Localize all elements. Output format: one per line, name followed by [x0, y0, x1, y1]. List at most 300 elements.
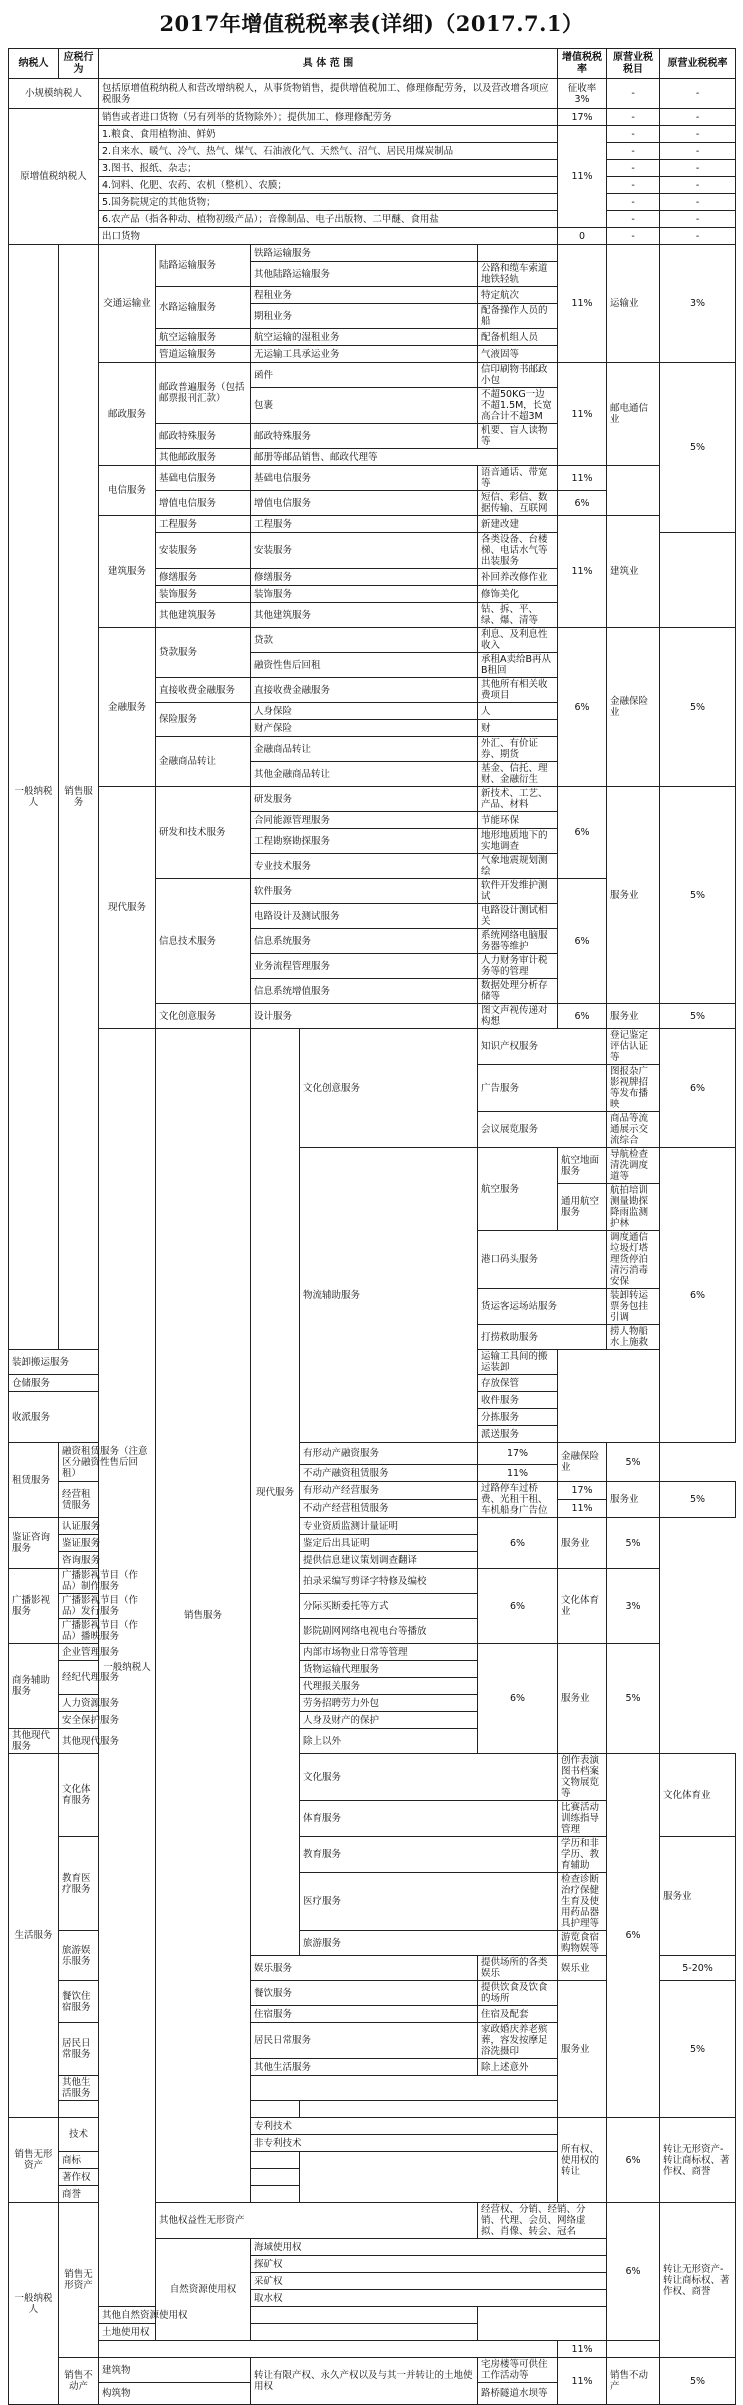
leasing-sub2: 有形动产经营服务: [300, 1482, 478, 1500]
g3-natural-item: 海域使用权: [251, 2239, 607, 2256]
construction-note: 修饰美化: [478, 586, 558, 603]
transport-note: 配备操作人员的船: [478, 304, 558, 329]
g3-natural: 自然资源使用权: [156, 2239, 251, 2341]
table-row: [9, 1443, 736, 1465]
g2-group: 广播影视服务: [9, 1569, 59, 1644]
life-old: 服务业: [660, 1837, 736, 1956]
g2-group: 其他现代服务: [9, 1729, 59, 1754]
life-empty: [59, 2101, 300, 2118]
orig-old-item: -: [607, 228, 660, 245]
g2-group: 物流辅助服务: [300, 1148, 478, 1443]
tax-table-sheet: [8, 48, 735, 2405]
logistics-sub: 装卸搬运服务: [9, 1350, 99, 1375]
header-old-rate: 原营业税税率: [660, 49, 736, 79]
transport-sub: 航空运输的湿租业务: [251, 329, 478, 346]
g3-other: 其他权益性无形资产: [156, 2203, 478, 2239]
small-rate-cell: 征收率3%: [558, 79, 607, 109]
life-sub: 其他生活服务: [251, 2059, 478, 2076]
finance-sub: 金融商品转让: [251, 737, 478, 762]
intangible-cat: 商誉: [59, 2186, 300, 2203]
consult-rate: 6%: [478, 1518, 558, 1569]
consult-sub: 认证服务: [59, 1518, 156, 1535]
business-rate: 6%: [478, 1644, 558, 1754]
consult-sub: 鉴证服务: [59, 1535, 156, 1552]
orig-scope-cell: 6.农产品（指各种动、植物初级产品）；音像制品、电子出版物、二甲醚、食用盐: [99, 211, 558, 228]
construction-note: 补回养改修作业: [478, 569, 558, 586]
leasing-sub2: 不动产经营租赁服务: [300, 1500, 478, 1518]
table-row: [9, 211, 736, 228]
life-note: 创作表演图书档案文物展览等: [558, 1754, 607, 1801]
life-note: 提供场所的各类娱乐: [478, 1956, 558, 1981]
orig-scope-cell: 4.饲料、化肥、农药、农机（整机）、农膜；: [99, 177, 558, 194]
postal-note: 不超50KG一边不超1.5M，长宽高合计不超3M: [478, 388, 558, 424]
modern-old: 服务业: [607, 787, 660, 1004]
orig-scope-cell: 3.图书、报纸、杂志；: [99, 160, 558, 177]
orig-old-item: -: [607, 211, 660, 228]
telecom-cat: 电信服务: [99, 466, 156, 516]
life-oldrate: 5%: [660, 1981, 736, 2118]
finance-rate: 6%: [558, 628, 607, 787]
table-row: [9, 363, 736, 388]
modern-note: 系统网络电脑服务器等维护: [478, 929, 558, 954]
finance-item: 金融商品转让: [156, 737, 251, 787]
logistics-sub: 打捞救助服务: [478, 1325, 607, 1350]
logistics-sub: 仓储服务: [9, 1375, 99, 1392]
life-sub: 教育服务: [300, 1837, 558, 1873]
orig-old-rate: -: [660, 177, 736, 194]
modern-note: 软件开发维护测试: [478, 879, 558, 904]
telecom-note: 短信、彩信、数据传输、互联网: [478, 491, 558, 516]
life-old: 文化体育业: [660, 1754, 736, 1837]
g2-group: 租赁服务: [9, 1443, 59, 1518]
logistics-note: 捞人物船水上施救: [607, 1325, 660, 1350]
table-row: [9, 1518, 736, 1535]
logistics-note: 导航检查清洗调度道等: [607, 1148, 660, 1184]
life-group: 文化体育服务: [59, 1754, 99, 1837]
table-row: [9, 228, 736, 245]
culture-sub: 广告服务: [478, 1065, 607, 1112]
transport-sub: 程租业务: [251, 287, 478, 304]
consult-note: 专业资质监测计量证明: [300, 1518, 478, 1535]
logistics-sub: 航空服务: [478, 1148, 558, 1231]
finance-sub: 其他金融商品转让: [251, 762, 478, 787]
construction-old: 建筑业: [607, 516, 660, 628]
business-note: 内部市场物业日常等管理: [300, 1644, 478, 1661]
finance-sub: 人身保险: [251, 703, 478, 720]
business-note: 劳务招聘劳力外包: [300, 1695, 478, 1712]
g2-act-cell: 销售服务: [156, 1029, 251, 2203]
table-row: [9, 2341, 736, 2358]
table-row: [9, 628, 736, 653]
table-row: [9, 109, 736, 126]
table-row: [9, 516, 736, 533]
consult-note: 提供信息建议策划调查翻译: [300, 1552, 478, 1569]
orig-old-item: -: [607, 109, 660, 126]
g3-re-oldrate: 5%: [660, 2358, 736, 2405]
modern-cat: 现代服务: [99, 787, 156, 1029]
culture-note: 登记鉴定评估认证等: [607, 1029, 660, 1065]
broadcast-note: 影院剧网网络电视电台等播放: [300, 1619, 478, 1644]
intangible-cat: 商标: [59, 2152, 300, 2169]
life-sub: 娱乐服务: [251, 1956, 478, 1981]
header-payer: 纳税人: [9, 49, 59, 79]
postal-item: 邮政普遍服务（包括邮票报刊汇款）: [156, 363, 251, 424]
intangible-cat: 技术: [59, 2118, 99, 2152]
finance-note: 利息、及利息性收入: [478, 628, 558, 653]
broadcast-rate: 6%: [478, 1569, 558, 1644]
transport-sub: 无运输工具承运业务: [251, 346, 478, 363]
table-row: [9, 787, 736, 812]
life-note: 游览食宿购物娱等: [558, 1931, 607, 1956]
business-note: 代理报关服务: [300, 1678, 478, 1695]
modern-note: 人力财务审计税务等的管理: [478, 954, 558, 979]
consult-oldrate: 5%: [607, 1518, 660, 1569]
transport-sub: 其他陆路运输服务: [251, 262, 478, 287]
life-sub: 旅游服务: [300, 1931, 558, 1956]
g1-payer-cell: 一般纳税人: [9, 245, 59, 1350]
intangible-rate: 6%: [607, 2118, 660, 2203]
intangible-tech: 非专利技术: [251, 2135, 558, 2152]
small-old-item: -: [607, 79, 660, 109]
finance-note: 财: [478, 720, 558, 737]
table-row: [9, 245, 736, 262]
leasing-rate: 11%: [558, 1500, 607, 1518]
table-row: [9, 79, 736, 109]
orig-old-item: -: [607, 194, 660, 211]
leasing-note: 过路停车过桥费、光租干租、车机船身广告位: [478, 1482, 558, 1518]
g3-natural-item: 探矿权: [251, 2256, 607, 2273]
finance-sub: 财产保险: [251, 720, 478, 737]
broadcast-note: 拍录采编写剪译字特修及编校: [300, 1569, 478, 1594]
g3-rate: 6%: [607, 2203, 660, 2341]
g2-group: 鉴证咨询服务: [9, 1518, 59, 1569]
business-sub: 经纪代理服务: [59, 1661, 156, 1695]
g3-natural-item: 取水权: [251, 2290, 607, 2307]
life-sub: 医疗服务: [300, 1873, 558, 1931]
g3-spacer: [99, 2341, 558, 2358]
culture-sub: 会议展览服务: [478, 1112, 607, 1148]
table-row: [9, 1569, 736, 1594]
g3-re-old: 销售不动产: [607, 2358, 660, 2405]
postal-item: 其他邮政服务: [156, 449, 251, 466]
business-sub: 企业管理服务: [59, 1644, 156, 1661]
life-group: 教育医疗服务: [59, 1837, 99, 1931]
telecom-rate: 11%: [558, 466, 607, 491]
life-note: 检查诊断治疗保健生育及使用药品器具护理等: [558, 1873, 607, 1931]
life-cat: 生活服务: [9, 1754, 59, 2118]
modern-sub: 工程勘察勘探服务: [251, 829, 478, 854]
life-sub: 文化服务: [300, 1754, 558, 1801]
orig-old-rate: -: [660, 194, 736, 211]
other-modern-note: 除上以外: [300, 1729, 478, 1754]
logistics-sub: 货运客运场站服务: [478, 1289, 607, 1325]
logistics-air: 航空地面服务: [558, 1148, 607, 1184]
orig-old-rate: -: [660, 126, 736, 143]
modern-rate: 6%: [558, 787, 607, 879]
life-rate: 6%: [607, 1754, 660, 2118]
table-row: [9, 160, 736, 177]
orig-old-rate: -: [660, 143, 736, 160]
table-row: [9, 1029, 736, 1065]
modern-sub: 设计服务: [251, 1004, 478, 1029]
orig-scope-cell: 1.粮食、食用植物油、鲜奶: [99, 126, 558, 143]
orig-old-item: -: [607, 126, 660, 143]
small-payer-cell: 小规模纳税人: [9, 79, 99, 109]
construction-note: 新建改建: [478, 516, 558, 533]
business-old: 服务业: [558, 1644, 607, 1754]
tax-rate-table: [8, 48, 736, 2405]
header-act: 应税行为: [59, 49, 99, 79]
postal-oldrate: 5%: [660, 363, 736, 533]
orig-scope-cell: 销售或者进口货物（另有列举的货物除外）；提供加工、修理修配劳务: [99, 109, 558, 126]
business-sub: 人力资源服务: [59, 1695, 156, 1712]
life-note: 提供饮食及饮食的场所: [478, 1981, 558, 2006]
transport-sub: 铁路运输服务: [251, 245, 478, 262]
leasing-sub: 经营租赁服务: [59, 1482, 99, 1518]
construction-item: 修缮服务: [156, 569, 251, 586]
construction-rate: 11%: [558, 516, 607, 628]
orig-scope-cell: 2.自来水、暖气、冷气、热气、煤气、石油液化气、天然气、沼气、居民用煤炭制品: [99, 143, 558, 160]
life-group: 居民日常服务: [59, 2023, 99, 2076]
life-sub: 居民日常服务: [251, 2023, 478, 2059]
small-old-rate: -: [660, 79, 736, 109]
modern-rate: 6%: [558, 879, 607, 1004]
modern-note: 地形地质地下的实地调查: [478, 829, 558, 854]
modern-note: 图文声视传递对构想: [478, 1004, 558, 1029]
life-note: 住宿及配套: [478, 2006, 558, 2023]
finance-oldrate: 5%: [660, 628, 736, 787]
other-modern-sub: 其他现代服务: [59, 1729, 156, 1754]
finance-note: 承租A卖给B再从B租回: [478, 653, 558, 678]
g3-natural-item: 土地使用权: [99, 2324, 478, 2341]
modern-sub: 研发服务: [251, 787, 478, 812]
transport-item: 陆路运输服务: [156, 245, 251, 287]
g3-re-rate: 11%: [558, 2358, 607, 2405]
broadcast-oldrate: 3%: [607, 1569, 660, 1644]
g3-other-note: 经营权、分销、经销、分销、代理、会员、网络虚拟、肖像、转会、冠名: [478, 2203, 607, 2239]
postal-rate: 11%: [558, 363, 607, 466]
leasing-rate: 11%: [478, 1465, 558, 1482]
finance-note: 其他所有相关收费项目: [478, 678, 558, 703]
life-note: 学历和非学历、教育辅助: [558, 1837, 607, 1873]
broadcast-note: 分际买断委托等方式: [300, 1594, 478, 1619]
g3-re-desc: 宅房楼等可供住工作活动等: [478, 2358, 558, 2383]
g1-act-cell: 销售服务: [59, 245, 99, 1350]
modern-note: 气象地震规划测绘: [478, 854, 558, 879]
finance-sub: 直接收费金融服务: [251, 678, 478, 703]
leasing-note: 不动产融资租赁服务: [300, 1465, 478, 1482]
logistics-note: 派送服务: [478, 1426, 558, 1443]
modern-note: 新技术、工艺、产品、材料: [478, 787, 558, 812]
leasing-rate: 17%: [478, 1443, 558, 1465]
life-sub: 餐饮服务: [251, 1981, 478, 2006]
transport-old: 运输业: [607, 245, 660, 363]
broadcast-sub: 广播影视节目（作品）制作服务: [59, 1569, 156, 1594]
g3-re-desc: 路桥隧道水坝等: [478, 2383, 558, 2405]
construction-cat: 建筑服务: [99, 516, 156, 628]
construction-item: 工程服务: [156, 516, 251, 533]
transport-item: 航空运输服务: [156, 329, 251, 346]
culture-note: 商品等流通展示交流综合: [607, 1112, 660, 1148]
life-note: 除上述意外: [478, 2059, 558, 2076]
transport-oldrate: 3%: [660, 245, 736, 363]
logistics-note: 航拍培训测量勘探降雨监测护林: [607, 1184, 660, 1231]
construction-sub: 装饰服务: [251, 586, 478, 603]
life-group: 餐饮住宿服务: [59, 1981, 99, 2023]
construction-note: 钻、拆、平、绿、爆、清等: [478, 603, 558, 628]
modern-sub: 业务流程管理服务: [251, 954, 478, 979]
life-note: 家政婚庆养老殡葬，容发按摩足浴洗摄印: [478, 2023, 558, 2059]
life-group: 其他生活服务: [59, 2076, 99, 2101]
table-row: [9, 2358, 736, 2383]
construction-sub: 其他建筑服务: [251, 603, 478, 628]
orig-old-rate: -: [660, 211, 736, 228]
postal-note: 信印刷物书邮政小包: [478, 363, 558, 388]
modern-sub: 专业技术服务: [251, 854, 478, 879]
finance-cat: 金融服务: [99, 628, 156, 787]
table-row: [9, 466, 736, 491]
telecom-rate: 6%: [558, 491, 607, 516]
telecom-item: 基础电信服务: [156, 466, 251, 491]
life-sub: 住宿服务: [251, 2006, 478, 2023]
leasing-note: 有形动产融资服务: [300, 1443, 478, 1465]
life-sub: 体育服务: [300, 1801, 558, 1837]
g2-modern-cat: 现代服务: [251, 1029, 300, 1956]
orig-old-item: -: [607, 160, 660, 177]
leasing-oldrate: 5%: [607, 1443, 660, 1482]
life-old: 服务业: [558, 1981, 607, 2118]
g3-natural-item: 其他自然资源使用权: [99, 2307, 478, 2324]
leasing-old: 服务业: [607, 1482, 660, 1518]
g3-payer-cell: 一般纳税人: [9, 2203, 59, 2405]
orig-rate-cell: 0: [558, 228, 607, 245]
header-old-item: 原营业税税目: [607, 49, 660, 79]
life-note: 比赛活动训练指导管理: [558, 1801, 607, 1837]
table-row: [9, 1644, 736, 1661]
business-note: 货物运输代理服务: [300, 1661, 478, 1678]
modern-sub: 软件服务: [251, 879, 478, 904]
telecom-note: 语音通话、带宽等: [478, 466, 558, 491]
modern-old: 服务业: [607, 1004, 660, 1029]
leasing-rate: 17%: [558, 1482, 607, 1500]
modern-rate: 6%: [558, 1004, 607, 1029]
construction-item: 其他建筑服务: [156, 603, 251, 628]
business-sub: 安全保护服务: [59, 1712, 156, 1729]
telecom-sub: 增值电信服务: [251, 491, 478, 516]
orig-scope-cell: 出口货物: [99, 228, 558, 245]
g3-re-item: 建筑物: [99, 2358, 251, 2383]
telecom-sub: 基础电信服务: [251, 466, 478, 491]
finance-item: 保险服务: [156, 703, 251, 737]
consult-note: 鉴定后出具证明: [300, 1535, 478, 1552]
page-title: 2017年增值税税率表(详细)（2017.7.1）: [159, 11, 584, 36]
orig-old-rate: -: [660, 109, 736, 126]
transport-item: 管道运输服务: [156, 346, 251, 363]
modern-note: 数据处理分析存储等: [478, 979, 558, 1004]
transport-note: 配备机组人员: [478, 329, 558, 346]
logistics-sub: 港口码头服务: [478, 1231, 607, 1289]
finance-note: 人: [478, 703, 558, 720]
g2-group: 文化创意服务: [300, 1029, 478, 1148]
g2-group: 商务辅助服务: [9, 1644, 59, 1729]
construction-sub: 安装服务: [251, 533, 478, 569]
orig-old-rate: -: [660, 160, 736, 177]
orig-old-rate: -: [660, 228, 736, 245]
transport-cat: 交通运输业: [99, 245, 156, 363]
table-row: [9, 126, 736, 143]
finance-note: 基金、信托、理财、金融衍生: [478, 762, 558, 787]
logistics-note: 装卸转运票务包挂引调: [607, 1289, 660, 1325]
orig-scope-cell: 5.国务院规定的其他货物；: [99, 194, 558, 211]
modern-sub: 合同能源管理服务: [251, 812, 478, 829]
life-empty: [251, 2076, 558, 2101]
consult-sub: 咨询服务: [59, 1552, 156, 1569]
finance-sub: 融资性售后回租: [251, 653, 478, 678]
leasing-oldrate: 5%: [660, 1482, 736, 1518]
construction-item: 装饰服务: [156, 586, 251, 603]
broadcast-sub: 广播影视节目（作品）播映服务: [59, 1619, 156, 1644]
modern-oldrate: 5%: [660, 1004, 736, 1029]
orig-old-item: -: [607, 177, 660, 194]
orig-rate-cell: 11%: [558, 126, 607, 228]
intangible-old: 转让无形资产-转让商标权、著作权、商誉: [660, 2118, 736, 2203]
header-scope: 具 体 范 围: [99, 49, 558, 79]
logistics-note: 存放保管: [478, 1375, 558, 1392]
logistics-sub: 收派服务: [9, 1392, 99, 1443]
culture-rate: 6%: [660, 1029, 736, 1148]
logistics-note: 运输工具间的搬运装卸: [478, 1350, 558, 1375]
postal-sub: 邮政特殊服务: [251, 424, 478, 449]
table-row: [9, 177, 736, 194]
logistics-note: 调度通信垃圾灯塔理货停泊清污消毒安保: [607, 1231, 660, 1289]
modern-item: 文化创意服务: [156, 1004, 251, 1029]
postal-cat: 邮政服务: [99, 363, 156, 466]
logistics-air: 通用航空服务: [558, 1184, 607, 1231]
g3-rate: 11%: [558, 2341, 607, 2358]
postal-sub: 函件: [251, 363, 478, 388]
intangible-cat: 著作权: [59, 2169, 300, 2186]
transport-note: 气液固等: [478, 346, 558, 363]
small-scope-cell: 包括原增值税纳税人和营改增纳税人，从事货物销售，提供增值税加工、修理修配劳务，以及营改增各项应税服务: [99, 79, 558, 109]
g3-act1-cell: 销售无形资产: [59, 2203, 99, 2358]
finance-item: 直接收费金融服务: [156, 678, 251, 703]
finance-note: 外汇、有价证券、期货: [478, 737, 558, 762]
g3-re-item: 构筑物: [99, 2383, 251, 2405]
transport-note: 公路和缆车索道地铁轻轨: [478, 262, 558, 287]
consult-old: 服务业: [558, 1518, 607, 1569]
business-oldrate: 5%: [607, 1644, 660, 1754]
modern-sub: 电路设计及测试服务: [251, 904, 478, 929]
construction-sub: 工程服务: [251, 516, 478, 533]
transport-item: 水路运输服务: [156, 287, 251, 329]
construction-note: 各类设备、台楼梯、电话水气等出装服务: [478, 533, 558, 569]
intangible-note: 所有权、使用权的转让: [558, 2118, 607, 2203]
modern-note: 节能环保: [478, 812, 558, 829]
orig-rate-cell: 17%: [558, 109, 607, 126]
telecom-old: [607, 466, 660, 516]
life-oldrate: 5-20%: [660, 1956, 736, 1981]
construction-item: 安装服务: [156, 533, 251, 569]
modern-sub: 信息系统服务: [251, 929, 478, 954]
transport-note: [478, 245, 558, 262]
table-row: [9, 143, 736, 160]
modern-note: 电路设计测试相关: [478, 904, 558, 929]
broadcast-sub: 广播影视节目（作品）发行服务: [59, 1594, 156, 1619]
finance-item: 贷款服务: [156, 628, 251, 678]
postal-note: 机要、盲人读物等: [478, 424, 558, 449]
logistics-note: 收件服务: [478, 1392, 558, 1409]
postal-sub: 邮册等邮品销售、邮政代理等: [251, 449, 558, 466]
